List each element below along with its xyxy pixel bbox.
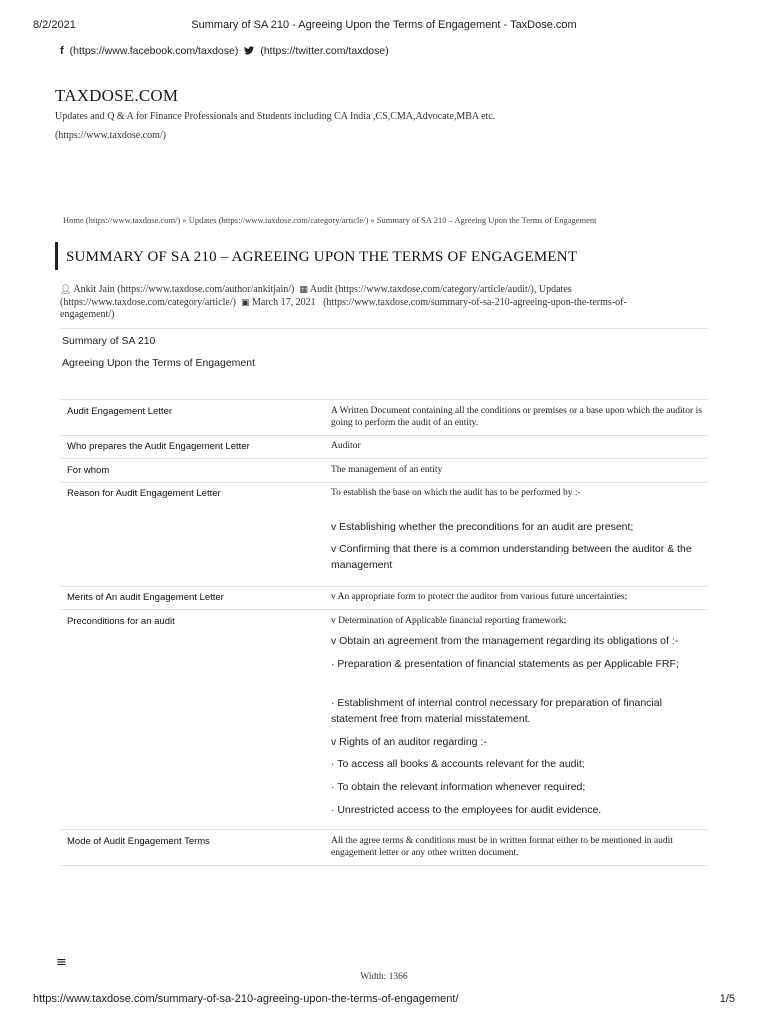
table-row-value: A Written Document containing all the conditions or premises or a base upon which the auditor is going to perform the audit of an entity. [331, 406, 702, 428]
post-meta [60, 284, 720, 322]
site-url[interactable]: (https://www.taxdose.com/) [55, 130, 167, 141]
menu-icon[interactable]: ≡ [56, 955, 67, 970]
summary-title: Summary of SA 210 [62, 335, 156, 347]
list-item: v Obtain an agreement from the management regarding its obligations of :- [331, 635, 679, 647]
site-tagline: Updates and Q & A for Finance Professionals and Students including CA India ,CS,CMA,Advocate,MBA etc. [55, 111, 496, 122]
breadcrumb[interactable]: Home (https://www.taxdose.com/) » Updates (https://www.taxdose.com/category/article/) » Summary of SA 210 – Agreeing Upon the Terms of Engagement [63, 215, 597, 225]
print-date: 8/2/2021 [33, 19, 76, 31]
table-row-value: To establish the base on which the audit has to be performed by :- [331, 488, 581, 498]
table-row-label: Audit Engagement Letter [67, 406, 173, 417]
list-item: · Establishment of internal control necessary for preparation of financial statement free from material misstatement. [331, 697, 662, 725]
facebook-link[interactable]: (https://www.facebook.com/taxdose) [69, 45, 239, 57]
page-title: SUMMARY OF SA 210 – AGREEING UPON THE TERMS OF ENGAGEMENT [66, 249, 578, 265]
site-title[interactable]: TAXDOSE.COM [55, 86, 179, 105]
table-row-label: Mode of Audit Engagement Terms [67, 836, 210, 847]
permalink-cont[interactable]: engagement/) [60, 309, 115, 320]
table-rule [60, 586, 708, 587]
summary-subtitle: Agreeing Upon the Terms of Engagement [62, 357, 256, 369]
permalink[interactable]: (https://www.taxdose.com/summary-of-sa-210-agreeing-upon-the-terms-of- [323, 296, 627, 308]
table-row-label: Who prepares the Audit Engagement Letter [67, 441, 250, 452]
post-date: March 17, 2021 [251, 296, 316, 308]
table-row-value: v An appropriate form to protect the auditor from various future uncertainties; [331, 592, 628, 602]
list-item: · Unrestricted access to the employees for audit evidence. [331, 804, 602, 816]
category-url[interactable]: (https://www.taxdose.com/category/article/) [60, 296, 236, 308]
facebook-icon[interactable]: f [60, 45, 64, 57]
grid-icon: ▦ [299, 285, 308, 295]
table-row-label: Preconditions for an audit [67, 616, 175, 627]
table-rule [60, 865, 708, 866]
table-row-value: Auditor [331, 441, 361, 451]
table-rule [60, 609, 708, 610]
table-rule [60, 482, 708, 483]
divider [60, 328, 708, 329]
list-item: · To obtain the relevant information whenever required; [331, 781, 586, 793]
list-item: · Preparation & presentation of financial statements as per Applicable FRF; [331, 658, 679, 670]
heading-accent-bar [55, 242, 58, 270]
table-row-label: Reason for Audit Engagement Letter [67, 488, 221, 499]
print-title: Summary of SA 210 - Agreeing Upon the Terms of Engagement - TaxDose.com [191, 19, 577, 31]
print-url: https://www.taxdose.com/summary-of-sa-210-agreeing-upon-the-terms-of-engagement/ [33, 993, 459, 1005]
social-links [60, 45, 389, 57]
width-note: Width: 1366 [360, 972, 408, 982]
list-item: v Rights of an auditor regarding :- [331, 736, 487, 748]
author-link[interactable]: Ankit Jain (https://www.taxdose.com/author/ankitjain/) [73, 284, 295, 295]
table-row-label: Merits of An audit Engagement Letter [67, 592, 224, 603]
table-rule [60, 435, 708, 436]
list-item: v Confirming that there is a common understanding between the auditor & the management [331, 543, 692, 571]
user-icon: 👤︎ [60, 285, 72, 295]
table-rule [60, 399, 708, 400]
print-page-number: 1/5 [719, 993, 735, 1005]
twitter-link[interactable]: (https://twitter.com/taxdose) [260, 45, 389, 57]
table-rule [60, 458, 708, 459]
twitter-icon[interactable] [244, 45, 254, 57]
table-row-label: For whom [67, 465, 110, 476]
list-item: v Establishing whether the preconditions for an audit are present; [331, 521, 634, 533]
table-rule [60, 829, 708, 830]
list-item: · To access all books & accounts relevant for the audit; [331, 758, 585, 770]
category-links[interactable]: Audit (https://www.taxdose.com/category/article/audit/), Updates [309, 284, 572, 295]
table-row-value: All the agree terms & conditions must be in written format either to be mentioned in audit engagement letter or any other written document. [331, 836, 673, 858]
calendar-icon: ▣ [240, 297, 250, 308]
table-row-value: The management of an entity [331, 465, 443, 475]
table-row-value: v Determination of Applicable financial reporting framework; [331, 616, 567, 626]
